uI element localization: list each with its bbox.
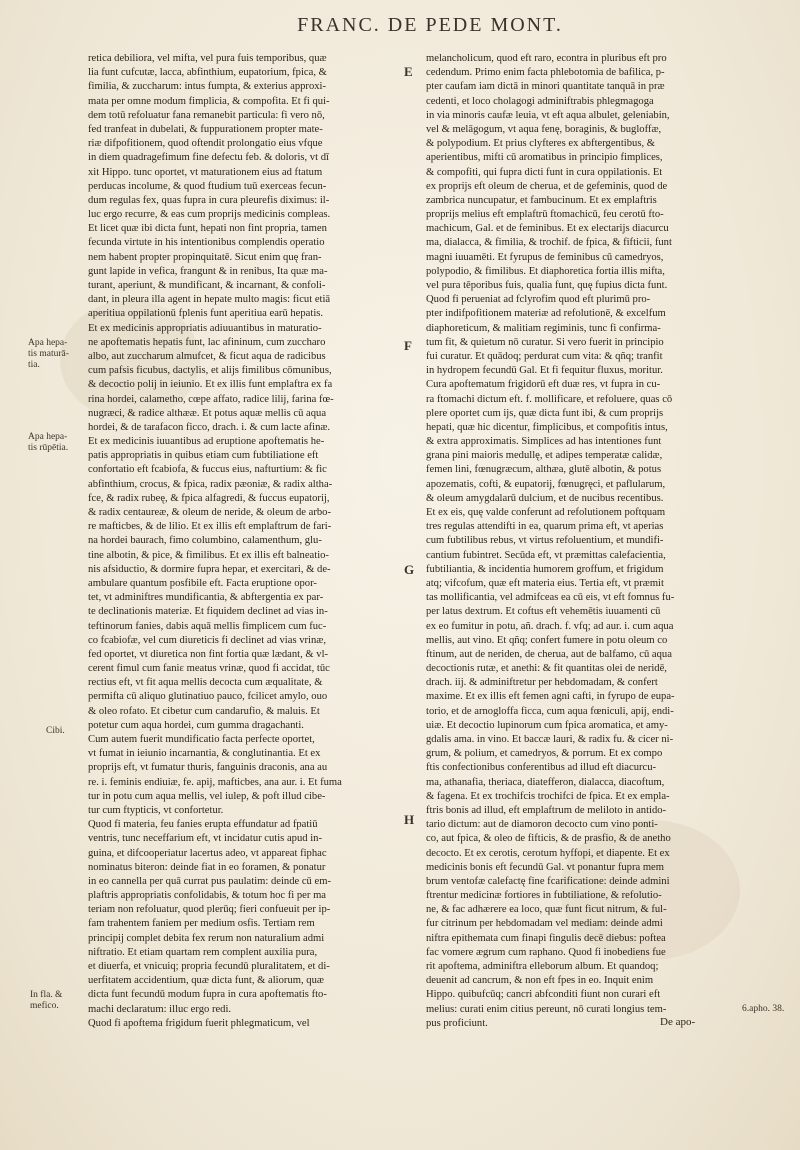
text-line: ambulare quantum posfibile eft. Facta eruptione opor- (88, 577, 317, 589)
text-line: melancholicum, quod eft raro, econtra in pluribus eft pro (426, 53, 667, 64)
text-line: uiæ. Et decoctio lupinorum cum fpica aromatica, et amy- (426, 719, 668, 731)
text-line: tas mollificantia, vel admifceas ea cū eis, vt eft fomnus fu- (426, 592, 675, 604)
section-letter-f: F (404, 338, 412, 353)
text-line: principij complet debita fex rerum non naturalium admi (88, 932, 325, 944)
text-line: ra ftomachi dictum eft. f. mollificare, et refoluere, quas cō (426, 393, 673, 405)
text-line: fce, & radix rubeę, & fpica alfagredi, & fuccus eupatorij, (88, 492, 330, 504)
text-line: aperitiua oppilationū fplenis funt aperitiua earū hepatis. (88, 308, 324, 320)
text-line: xit Hippo. tunc oportet, vt maturationem eius ad ftatum (88, 166, 323, 178)
text-line: decocto. Et ex cerotis, cerotum hyffopi, et diapente. Et ex (426, 847, 670, 859)
margin-note-left: In fla. & mefico. (30, 990, 63, 1011)
text-line: fubtiliantia, & incidentia humorem groffum, et frigidum (426, 563, 664, 575)
text-line: cum pafsis ficubus, dactylis, et alijs fimilibus cōmunibus, (88, 365, 332, 377)
text-line: aperientibus, mifti cū aromatibus in principio fimplices, (426, 152, 663, 164)
text-line: proprijs eft, vt fumatur thuris, fanguinis draconis, ana au (88, 762, 328, 774)
text-line: teriam non refoluatur, quod plerūq; fieri confueuit per ip- (88, 904, 331, 916)
text-line: Quod fi materia, feu fanies erupta effundatur ad fpatiū (88, 819, 318, 831)
text-line: fed oportet, vt diuretica non fint fortia quæ lædant, & vl- (88, 648, 329, 660)
text-line: apozematis, cofti, & eupatorij, fœnugręci, et paflularum, (426, 478, 666, 490)
text-line: deuenit ad cancrum, & non eft fpes in eo. Inquit enim (426, 975, 654, 987)
text-line: dant, in pleura illa agent in hepate multo magis: ficut etiā (88, 294, 331, 306)
text-line: ftrentur medicinæ fortiores in fubtiliatione, & refolutio- (426, 890, 662, 902)
text-line: machi declaratum: illuc ergo redi. (88, 1003, 232, 1015)
left-column (88, 52, 398, 1031)
text-line: gunt lapide in vefica, frangunt & in renibus, Ita quæ ma- (88, 265, 328, 277)
text-line: perducas incolume, & quod ftudium tuū exerceas fecun- (88, 180, 327, 192)
text-line: pter caufam iam dictā in minori quantitate tanquā in præ (426, 81, 665, 93)
section-letter-g: G (404, 562, 415, 577)
text-line: & polypodium. Et prius clyfteres ex abftergentibus, & (426, 138, 655, 150)
text-line: patis appropriatis in quibus etiam cum fubtiliatione eft (88, 450, 319, 462)
text-line: ftinum, aut de neriden, de cherua, aut de balfamo, cū aqua (426, 648, 672, 660)
text-line: tum fit, & quietum nō curatur. Si vero fuerit in principio (426, 336, 664, 348)
margin-note-left: Apa hepa- tis rūpētia. (28, 432, 69, 453)
text-line: ftis confectionibus conferentibus ad illud eft diacurcu- (426, 762, 657, 774)
section-letter-e: E (404, 64, 413, 79)
text-line: re mafticbes, & de lilio. Et ex illis eft emplaftrum de fari- (88, 521, 332, 533)
text-line: na hordei baurach, fimo columbino, calamenthum, glu- (88, 535, 322, 547)
text-line: plaftris appropriatis confolidabis, & totum hoc fi per ma (88, 890, 327, 902)
text-line: abfinthium, crocus, & fpica, radix pæoniæ, & radix altha- (88, 478, 333, 490)
text-line: & oleum amygdalarū dulcium, et de nucibus recentibus. (426, 492, 664, 504)
text-line: te declinationis materiæ. Et fiquidem declinet ad vias in- (88, 606, 328, 618)
text-line: fam trahentem faniem per medium osfis. Tertiam rem (88, 918, 315, 930)
text-line: per latus dextrum. Et coftus eft vehemētis iuuamenti cū (426, 606, 661, 618)
text-line: cerent fimul cum faniε meatus vrinæ, quod fi accidat, tūc (88, 663, 330, 675)
text-line: ne, & fac adhærere ea loco, quæ funt ficut nitrum, & ful- (426, 904, 667, 916)
text-line: melius: curati enim citius pereunt, nō curati longius tem- (426, 1003, 667, 1015)
text-line: tur in potu cum aqua mellis, vel iulep, & poft illud cibe- (88, 790, 326, 802)
text-line: drach. iij. & adminiftretur per hebdomadam, & confert (426, 677, 658, 689)
text-line: proprijs melius eft emplaftrū ftomachicū, feu cerotū fto- (426, 209, 664, 221)
text-line: tet, vt adminiftres mundificantia, & abftergentia ex par- (88, 592, 324, 604)
text-line: ma, athanafia, theriaca, diatefferon, dialacca, diacoftum, (426, 776, 665, 788)
text-line: fecunda virtute in his intentionibus complendis operatio (88, 237, 325, 249)
right-column (426, 52, 732, 1031)
text-line: machicum, Gal. et de feminibus. Et ex electarijs diacurcu (426, 223, 669, 235)
text-line: teftinorum fanies, dabis aquā mellis fimplicem cum fuc- (88, 620, 327, 632)
text-line: luc ergo recurre, & eas cum proprijs medicinis compleas. (88, 209, 331, 221)
text-line: Cum autem fuerit mundificatio facta perfecte oportet, (88, 734, 315, 745)
text-line: pter indifpofitionem materiæ ad refolutionē, & excelfum (426, 308, 666, 320)
text-line: magni iuuamēti. Et fyrupus de feminibus cū camedryos, (426, 251, 664, 263)
text-line: lia funt cufcutæ, lacca, abfinthium, eupatorium, fpica, & (88, 67, 327, 79)
running-head: FRANC. DE PEDE MONT. (297, 14, 563, 36)
text-line: in via minoris caufæ leuia, vt eft aqua albulet, geleniabin, (426, 109, 670, 121)
text-line: grana pini maioris medullę, et adipes temperatæ calidæ, (426, 450, 663, 462)
text-line: ftris bonis ad illud, eft emplaftrum de meliloto in antido- (426, 804, 667, 816)
text-line: ma, dialacca, & fimilia, & trochif. de fpica, & fifticii, funt (426, 237, 672, 249)
text-line: medicinis bonis eft fecundū Gal. vt ponantur fupra mem (426, 861, 665, 873)
text-line: in diem quadragefimum fine defectu feb. & doloris, vt dī (88, 152, 329, 164)
text-line: zambrica nuncupatur, et fambucinum. Et ex emplaftris (426, 194, 657, 206)
text-line: Et licet quæ ibi dicta funt, hepati non fint propria, tamen (88, 223, 327, 235)
text-line: femen lini, fœnugræcum, althæa, glutē albotin, & potus (426, 464, 662, 476)
text-line: tres regulas attendifti in ea, quarum prima eft, vt aperias (426, 521, 664, 533)
text-line: retica debiliora, vel mifta, vel pura fuis temporibus, quæ (88, 53, 327, 64)
text-line: nem habent propter propinquitatē. Sicut enim quę fran- (88, 251, 322, 263)
text-line: & radix centaureæ, & oleum de neride, & oleum de arbo- (88, 507, 331, 518)
text-line: niftra epithemata cum finapi fingulis decē diebus: poftea (426, 932, 666, 944)
text-line: Et ex medicinis appropriatis adiuuantibus in maturatio- (88, 322, 322, 334)
text-line: turant, aperiunt, & mundificant, & incarnant, & confoli- (88, 280, 326, 291)
text-line: vel & melāgogum, vt aqua fenę, boraginis, & bugloffæ, (426, 123, 662, 135)
text-line: re. i. feminis endiuiæ, fe. apij, mafticbes, ana aur. i. Et fuma (88, 776, 342, 788)
text-line: guina, et difcooperiatur lacertus adeo, vt appareat fiphac (88, 847, 327, 859)
text-line: diaphoreticum, & malitiam regiminis, tunc fi confirma- (426, 322, 661, 334)
text-line: nugræci, & radice althææ. Et potus aquæ mellis cū aqua (88, 407, 327, 419)
text-line: co, aut fpica, & oleo de fifticis, & de prasfio, & de anetho (426, 833, 671, 845)
text-line: torio, et de arnogloffa ficca, cum aqua fœniculi, apij, endi- (426, 705, 674, 717)
text-line: ne apoftematis hepatis funt, lac afininum, cum zuccharo (88, 336, 326, 348)
catchword: De apo- (660, 1016, 696, 1028)
text-line: mellis, aut vino. Et qñq; confert fumere in potu oleum co (426, 634, 668, 646)
text-line: ventris, tunc neceffarium eft, vt incidatur cutis apud in- (88, 833, 322, 845)
text-line: fac vomere ægrum cum raphano. Quod fi inobediens fue (426, 946, 666, 958)
text-line: gdalis ama. in vino. Et baccæ lauri, & radix fu. & cicer ni- (426, 734, 674, 745)
text-line: plere oportet cum ijs, quæ dicta funt ibi, & cum proprijs (426, 407, 664, 419)
text-line: ex proprijs eft oleum de cherua, et de gefeminis, quod de (426, 180, 668, 192)
text-line: Et ex eis, quę valde conferunt ad refolutionem poftquam (426, 507, 666, 518)
text-line: & decoctio polij in ieiunio. Et ex illis funt emplaftra ex fa (88, 379, 333, 391)
text-line: brum ventofæ calefactę fine fcarificatione: deinde admini (426, 875, 670, 887)
text-line: in hydropem fecundū Gal. Et fi fequitur fluxus, moritur. (426, 365, 663, 377)
margin-note-right: 6.apho. 38. (742, 1004, 785, 1014)
text-line: polypodio, & fimilibus. Et diaphoretica fortia illis mifta, (426, 265, 665, 277)
text-line: nominatus biteron: deinde fiat in eo foramen, & ponatur (88, 861, 326, 873)
text-line: in eo cannella per quā currat pus paulatim: deinde cū em- (88, 875, 331, 887)
text-line: fui curatur. Et quādoq; perdurat cum vita: & qñq; tranfit (426, 350, 663, 362)
section-letter-h: H (404, 812, 415, 827)
text-line: tine albotin, & pice, & fimilibus. Et ex illis eft balneatio- (88, 549, 329, 561)
text-line: ex eo fumitur in potu, añ. drach. f. vfq; ad aur. i. cum aqua (426, 620, 674, 632)
text-line: et diuerfa, et vnicuiq; propria fecundū pluralitatem, et di- (88, 961, 330, 972)
text-line: niftratio. Et etiam quartam rem complent auxilia pura, (88, 946, 318, 958)
text-line: co fcabiofæ, vel cum diureticis fi declinet ad vias vrinæ, (88, 634, 326, 646)
text-line: hordei, & de tarafacon ficco, drach. i. & cum lacte afinæ. (88, 421, 331, 433)
text-line: & extra approximatis. Simplices ad has intentiones funt (426, 436, 662, 448)
margin-note-left: Apa hepa- tis maturā- tia. (28, 338, 69, 370)
text-line: tur cum ftypticis, vt confortetur. (88, 804, 224, 816)
text-line: cedendum. Primo enim facta phlebotomia de bafilica, p- (426, 67, 665, 79)
text-line: hepati, quæ hic dicentur, fimplicibus, et compofitis intus, (426, 421, 668, 433)
text-line: decoctionis rutæ, et anethi: & fit quantitas olei de neridē, (426, 663, 667, 675)
text-line: & fagena. Et ex trochifcis trochifci de fpica. Et ex empla- (426, 790, 670, 802)
text-line: grum, & polium, et camedryos, & porrum. Et ex compo (426, 748, 663, 760)
text-line: confortatio eft fcabiofa, & fuccus eius, nafturtium: & fic (88, 464, 327, 476)
text-line: Hippo. quibufcūq; cancri abfconditi fiunt non curari eft (426, 989, 661, 1001)
text-line: fed tranfeat in dubelati, & fuppurationem propter mate- (88, 123, 323, 135)
text-line: riæ difpofitionem, quod oftendit prolongatio eius vfque (88, 138, 323, 150)
text-line: permifta cū aliquo glutinatiuo pauco, fcilicet amylo, ouo (88, 691, 328, 703)
text-line: albo, aut zuccharum almufcet, & ficut aqua de radicibus (88, 350, 326, 362)
text-line: tario dictum: aut de diamoron decocto cum vino ponti- (426, 819, 658, 831)
text-line: dem totū refoluatur fana remanebit particula: fi vero nō, (88, 109, 325, 121)
text-line: cantium fubintret. Secūda eft, vt præmittas calefacientia, (426, 549, 666, 561)
text-line: mata per omne modum fimplicia, & compofita. Et fi qui- (88, 95, 330, 107)
text-line: Et ex medicinis iuuantibus ad eruptione apoftematis he- (88, 436, 325, 448)
text-line: rina hordei, calametho, cœpe affato, radice lilij, farina fœ- (88, 393, 334, 405)
text-line: rectius eft, vt fit aqua mellis decocta cum æqualitate, & (88, 677, 323, 689)
text-line: uerfitatem accidentium, quæ dicta funt, & aliorum, quæ (88, 975, 324, 987)
text-line: maxime. Et ex illis eft femen agni cafti, in fyrupo de eupa- (426, 691, 675, 703)
text-line: atq; vifcofum, quæ eft materia eius. Tertia eft, vt præmit (426, 577, 664, 589)
text-line: vt fumat in ieiunio incarnantia, & conglutinantia. Et ex (88, 748, 321, 760)
text-line: fimilia, & zuccharum: intus fumpta, & exterius approxi- (88, 81, 327, 93)
text-line: dicta funt fecundū modum fupra in cura apoftematis fto- (88, 989, 327, 1001)
text-line: dum regulas fex, quas fupra in cura pleurefis diximus: il- (88, 194, 330, 206)
text-line: Cura apoftematum frigidorū eft duæ res, vt fupra in cu- (426, 379, 661, 391)
margin-note-left: Cibi. (46, 726, 65, 736)
text-line: vel pura tēporibus fuis, qualia funt, quę fupius dicta funt. (426, 280, 668, 291)
text-line: potetur cum aqua hordei, cum gumma dragachanti. (88, 719, 304, 731)
text-line: cedenti, et loco cholagogi adminiftrabis phlegmagoga (426, 95, 654, 107)
text-line: Quod fi apoftema frigidum fuerit phlegmaticum, vel (88, 1017, 310, 1029)
text-line: rit apoftema, adminiftra elleborum album. Et quandoq; (426, 961, 659, 972)
text-line: Quod fi perueniat ad fclyrofim quod eft plurimū pro- (426, 294, 651, 306)
text-line: & oleo rofato. Et cibetur cum candarufio, & maluis. Et (88, 705, 320, 717)
text-line: fur citrinum per hebdomadam vel mediam: deinde admi (426, 918, 663, 930)
text-line: nis afsiductio, & dormire fupra hepar, et exercitari, & de- (88, 563, 331, 575)
text-line: & compofiti, qui fupra dicti funt in cura oppilationis. Et (426, 166, 663, 178)
text-line: pus proficiunt. (426, 1017, 488, 1029)
text-line: cum fubtilibus rebus, vt virtus refoluentium, et mundifi- (426, 535, 664, 547)
